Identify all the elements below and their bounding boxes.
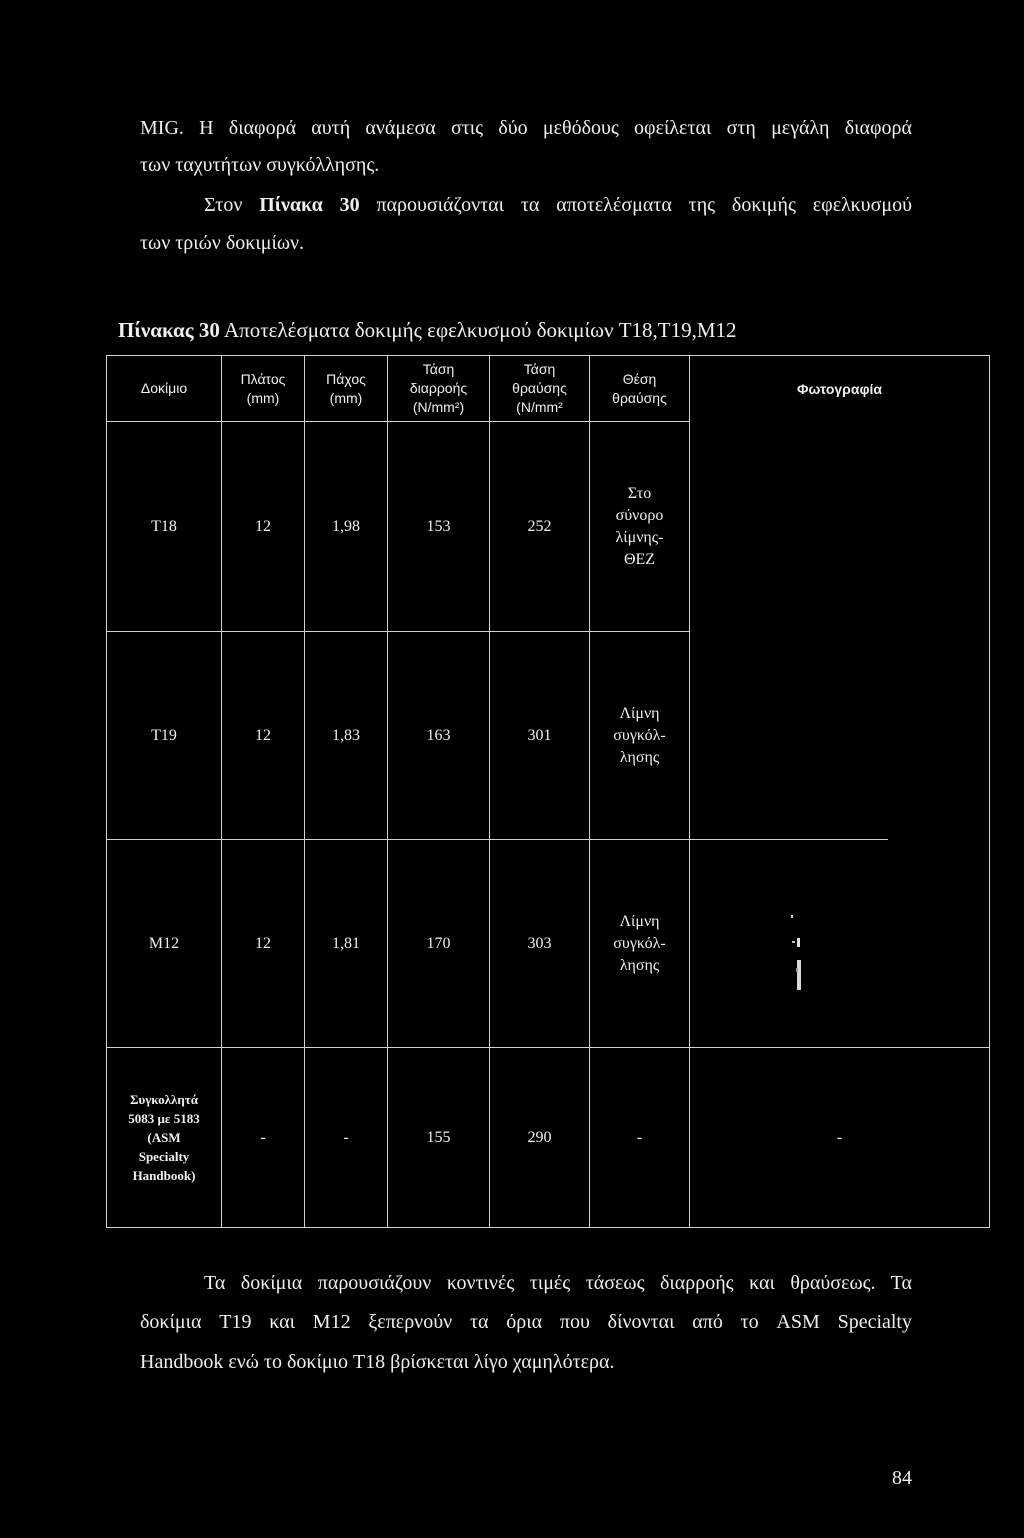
table-row-m12-fracture: 303 xyxy=(490,840,590,1048)
page-number: 84 xyxy=(892,1467,912,1489)
table-row-reference-width: - xyxy=(222,1048,305,1228)
photo-specks xyxy=(788,912,812,1002)
intro-line-1: MIG. Η διαφορά αυτή ανάμεσα στις δύο μεθόδους οφείλεται στη μεγάλη διαφορά xyxy=(140,117,912,139)
reference-label-line: Handbook) xyxy=(132,1168,196,1183)
conclusion-line-1: Τα δοκίμια παρουσιάζουν κοντινές τιμές τάσεως διαρροής και θραύσεως. Τα xyxy=(204,1272,912,1294)
header-fracture-stress-unit: (N/mm² xyxy=(516,399,563,415)
table-row-t19-width: 12 xyxy=(222,632,305,840)
specimen-label: T18 xyxy=(151,517,177,535)
table-row-reference-photo: - xyxy=(690,1048,990,1228)
header-photo-label: Φωτογραφία xyxy=(797,380,882,397)
table-row-m12-specimen xyxy=(106,840,222,1048)
conclusion-line-3: Handbook ενώ το δοκίμιο T18 βρίσκεται λίγο χαμηλότερα. xyxy=(140,1351,615,1373)
table-caption xyxy=(118,317,737,343)
table-row-m12-thickness: 1,81 xyxy=(305,840,388,1048)
table-row-t18-width: 12 xyxy=(222,422,305,632)
table-row-reference-yield: 155 xyxy=(388,1048,490,1228)
table-caption-label: Πίνακας 30 xyxy=(118,318,220,342)
specimen-label: M12 xyxy=(148,934,180,952)
table-row-t18-yield: 153 xyxy=(388,422,490,632)
header-specimen xyxy=(106,355,222,422)
table-row-m12-width: 12 xyxy=(222,840,305,1048)
header-fracture-stress-line-1: Τάση xyxy=(523,361,556,377)
header-fracture-stress-line-2: θραύσης xyxy=(512,380,567,396)
header-photo xyxy=(690,355,990,422)
location-line: συγκόλ- xyxy=(613,934,666,952)
table-row-t19-location xyxy=(590,632,690,840)
location-line: λησης xyxy=(619,748,660,766)
header-width-unit: (mm) xyxy=(246,389,280,406)
table-row-reference-location xyxy=(590,1048,690,1228)
location-line: λίμνης- xyxy=(615,528,664,546)
results-table xyxy=(106,355,990,1228)
location-line: λησης xyxy=(619,956,660,974)
intro-line-3 xyxy=(204,193,912,217)
location-line: ΘΕΖ xyxy=(623,550,656,568)
reference-label-line: Συγκολλητά xyxy=(129,1092,199,1107)
table-row-m12-yield: 170 xyxy=(388,840,490,1048)
table-reference: Πίνακα 30 xyxy=(259,194,360,216)
table-row-reference-fracture: 290 xyxy=(490,1048,590,1228)
intro-line-3-suffix: παρουσιάζονται τα αποτελέσματα της δοκιμής εφελκυσμού xyxy=(376,194,912,216)
location-line: σύνορο xyxy=(615,506,664,524)
table-row-reference-thickness: - xyxy=(305,1048,388,1228)
location-line: - xyxy=(636,1128,643,1146)
header-thickness-unit: (mm) xyxy=(329,389,363,406)
specimen-photo-t18 xyxy=(690,422,990,632)
table-row-t18-location xyxy=(590,422,690,632)
specimen-photo-t19 xyxy=(690,632,990,840)
header-yield-stress xyxy=(388,355,490,422)
intro-line-3-prefix: Στον xyxy=(204,194,243,216)
header-fracture-stress xyxy=(490,355,590,422)
header-thickness-label: Πάχος xyxy=(326,370,366,387)
conclusion-line-2: δοκίμια T19 και M12 ξεπερνούν τα όρια που δίνονται από το ASM Specialty xyxy=(140,1311,912,1333)
intro-line-4: των τριών δοκιμίων. xyxy=(140,232,305,254)
table-caption-text: Αποτελέσματα δοκιμής εφελκυσμού δοκιμίων T18,T19,M12 xyxy=(223,318,737,342)
header-width xyxy=(222,355,305,422)
header-fracture-location xyxy=(590,355,690,422)
location-line: Λίμνη xyxy=(619,704,660,722)
header-yield-stress-line-1: Τάση xyxy=(422,361,455,377)
reference-label-line: Specialty xyxy=(138,1149,190,1164)
reference-label-line: 5083 με 5183 xyxy=(128,1111,200,1126)
reference-label-line: (ASM xyxy=(147,1130,181,1145)
table-row-t18-fracture: 252 xyxy=(490,422,590,632)
header-fracture-location-line-2: θραύσης xyxy=(612,389,667,406)
location-line: Στο xyxy=(627,484,652,502)
table-row-t19-thickness: 1,83 xyxy=(305,632,388,840)
location-line: Λίμνη xyxy=(619,912,660,930)
location-line: συγκόλ- xyxy=(613,726,666,744)
table-row-t18-thickness: 1,98 xyxy=(305,422,388,632)
table-row-t19-specimen xyxy=(106,632,222,840)
table-row-reference-specimen xyxy=(106,1048,222,1228)
specimen-photo-m12 xyxy=(690,840,990,1048)
table-row-t18-specimen xyxy=(106,422,222,632)
header-fracture-location-line-1: Θέση xyxy=(622,370,657,387)
header-thickness xyxy=(305,355,388,422)
table-row-m12-location xyxy=(590,840,690,1048)
intro-line-2: των ταχυτήτων συγκόλλησης. xyxy=(140,154,380,176)
table-row-t19-fracture: 301 xyxy=(490,632,590,840)
header-specimen-label: Δοκίμιο xyxy=(140,380,188,396)
header-yield-stress-line-2: διαρροής xyxy=(409,380,468,396)
header-yield-stress-unit: (N/mm²) xyxy=(412,399,465,415)
specimen-label: T19 xyxy=(151,726,177,744)
table-row-t19-yield: 163 xyxy=(388,632,490,840)
header-width-label: Πλάτος xyxy=(240,370,286,387)
